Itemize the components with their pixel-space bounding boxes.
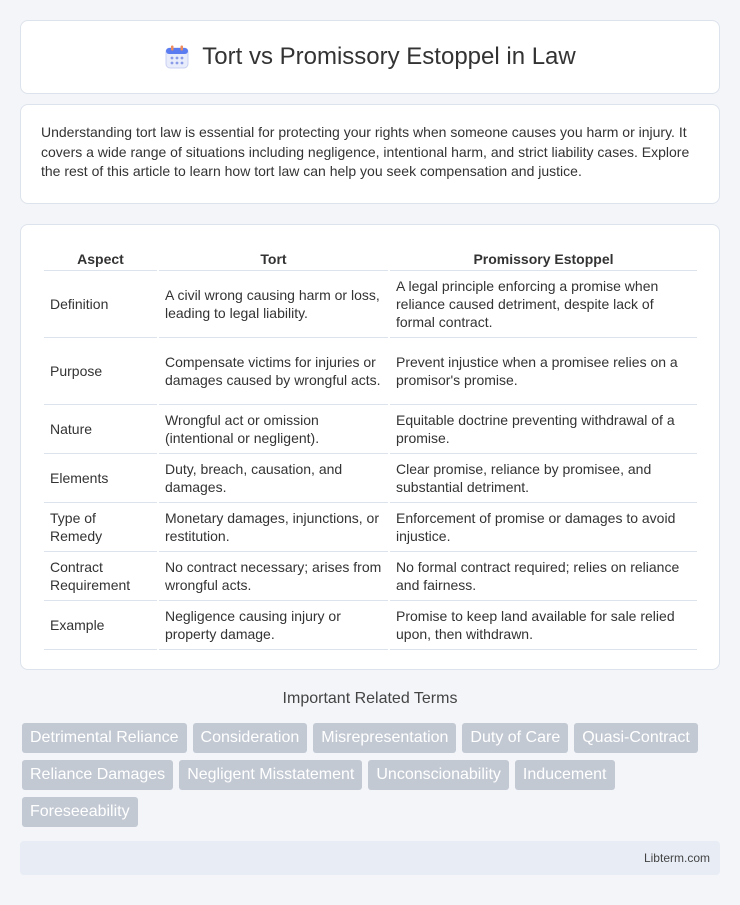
intro-card [20, 104, 720, 204]
table-cell: No contract necessary; arises from wrongful acts. [159, 552, 388, 601]
intro-text: Understanding tort law is essential for protecting your rights when someone causes you harm or injury. It covers a wide range of situations including negligence, intentional harm, and strict liability cases. Explore the rest of this article to learn how tort law can help you seek compensation and justice. [41, 124, 690, 179]
table-cell: Purpose [44, 338, 157, 405]
table-cell: Promise to keep land available for sale relied upon, then withdrawn. [390, 601, 697, 650]
table-cell: Nature [44, 405, 157, 454]
footer-site-link[interactable]: Libterm.com [643, 851, 710, 865]
table-row [44, 601, 697, 650]
table-cell: Equitable doctrine preventing withdrawal of a promise. [390, 405, 697, 454]
related-term-tag[interactable]: Quasi-Contract [574, 723, 698, 753]
table-cell: Clear promise, reliance by promisee, and substantial detriment. [390, 454, 697, 503]
page-title: Tort vs Promissory Estoppel in Law [202, 43, 576, 70]
related-term-tag[interactable]: Unconscionability [368, 760, 509, 790]
related-term-tag[interactable]: Consideration [193, 723, 308, 753]
table-row [44, 552, 697, 601]
related-term-tag[interactable]: Detrimental Reliance [22, 723, 187, 753]
table-cell: Wrongful act or omission (intentional or negligent). [159, 405, 388, 454]
related-terms-list [22, 723, 722, 834]
table-cell: No formal contract required; relies on reliance and fairness. [390, 552, 697, 601]
related-term-tag[interactable]: Inducement [515, 760, 615, 790]
related-terms-title: Important Related Terms [282, 690, 458, 707]
table-row [44, 454, 697, 503]
table-cell: Type of Remedy [44, 503, 157, 552]
table-cell: Monetary damages, injunctions, or restitution. [159, 503, 388, 552]
table-cell: A civil wrong causing harm or loss, leading to legal liability. [159, 271, 388, 338]
table-cell: Prevent injustice when a promisee relies on a promisor's promise. [390, 338, 697, 405]
column-header-aspect: Aspect [44, 245, 157, 271]
related-term-tag[interactable]: Reliance Damages [22, 760, 173, 790]
title-card [20, 20, 720, 94]
related-term-tag[interactable]: Duty of Care [462, 723, 568, 753]
table-cell: Example [44, 601, 157, 650]
table-row [44, 271, 697, 338]
table-cell: Compensate victims for injuries or damages caused by wrongful acts. [159, 338, 388, 405]
table-cell: Elements [44, 454, 157, 503]
table-cell: Negligence causing injury or property damage. [159, 601, 388, 650]
column-header-tort: Tort [159, 245, 388, 271]
table-cell: Definition [44, 271, 157, 338]
footer [20, 841, 720, 875]
comparison-table-card [20, 224, 720, 670]
table-cell: A legal principle enforcing a promise when reliance caused detriment, despite lack of formal contract. [390, 271, 697, 338]
comparison-table [42, 245, 699, 650]
calendar-icon [164, 44, 190, 70]
related-term-tag[interactable]: Foreseeability [22, 797, 138, 827]
table-row [44, 503, 697, 552]
related-term-tag[interactable]: Negligent Misstatement [179, 760, 362, 790]
related-term-tag[interactable]: Misrepresentation [313, 723, 456, 753]
column-header-promissory-estoppel: Promissory Estoppel [390, 245, 697, 271]
table-header-row [44, 245, 697, 271]
table-row [44, 338, 697, 405]
table-cell: Enforcement of promise or damages to avoid injustice. [390, 503, 697, 552]
table-cell: Contract Requirement [44, 552, 157, 601]
table-cell: Duty, breach, causation, and damages. [159, 454, 388, 503]
table-row [44, 405, 697, 454]
